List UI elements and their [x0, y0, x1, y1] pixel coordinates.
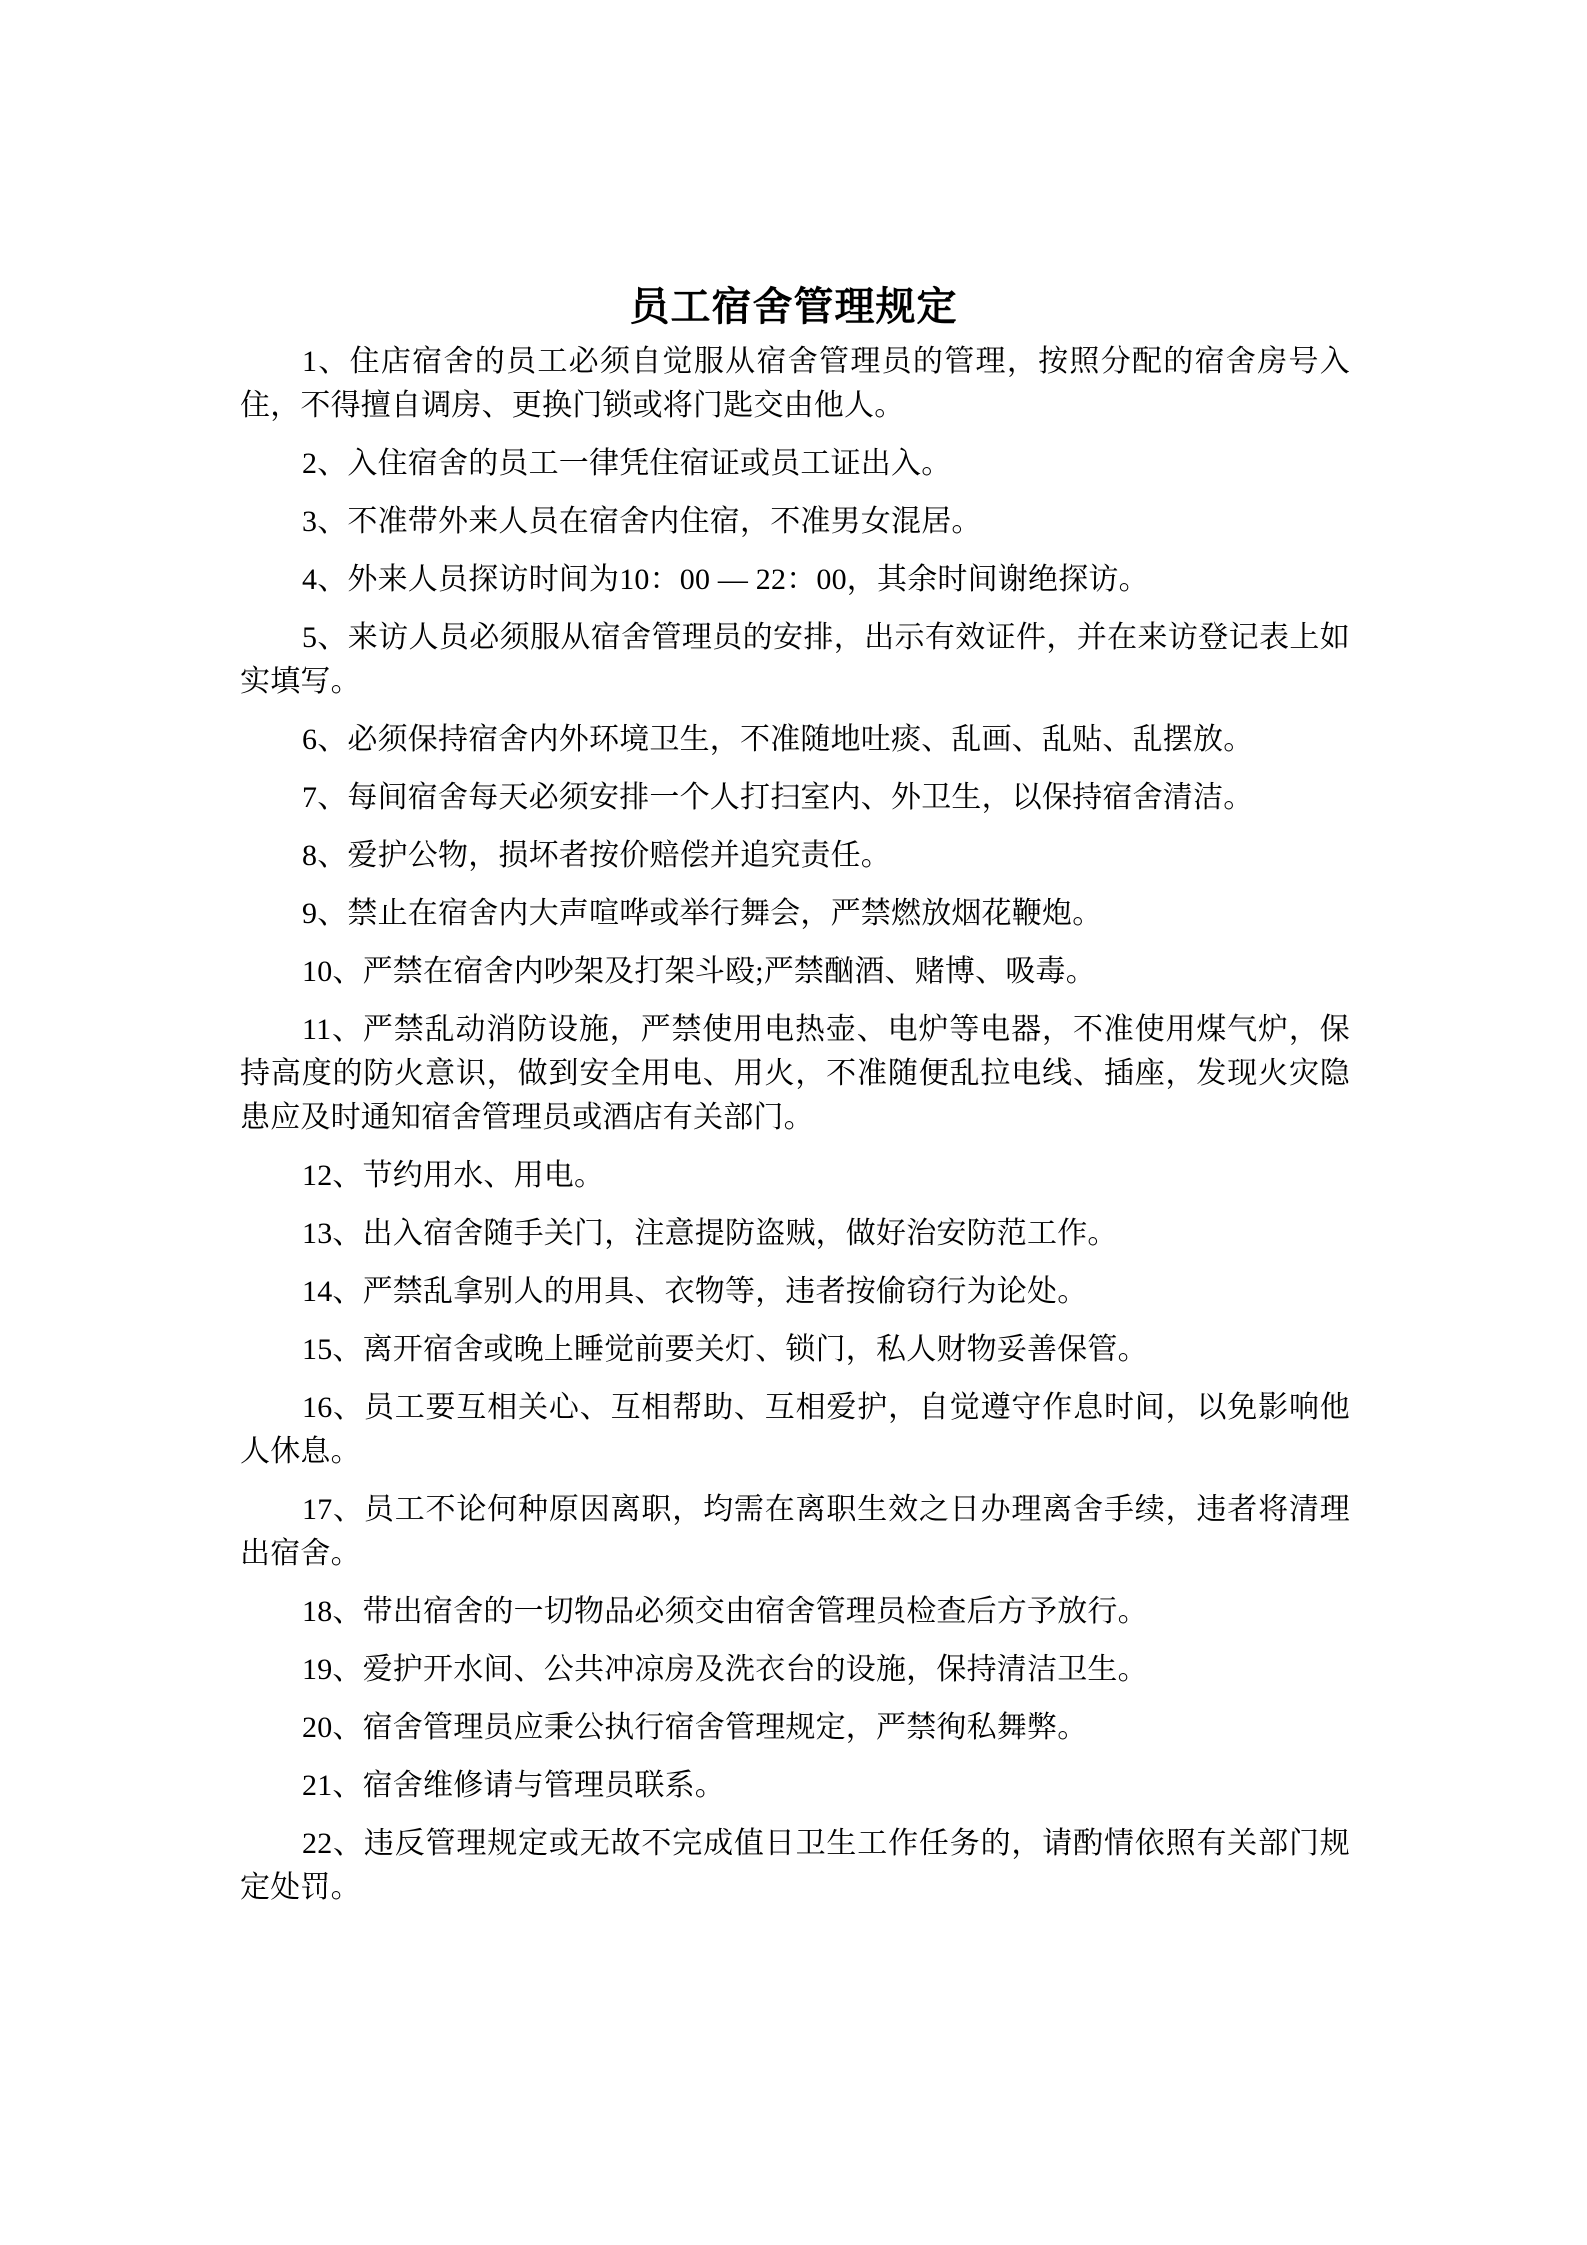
rules-list	[240, 340, 1350, 1910]
rule-item: 5、来访人员必须服从宿舍管理员的安排，出示有效证件，并在来访登记表上如实填写。	[240, 621, 1350, 698]
rule-item: 9、禁止在宿舍内大声喧哗或举行舞会，严禁燃放烟花鞭炮。	[302, 897, 1103, 930]
rule-item: 3、不准带外来人员在宿舍内住宿，不准男女混居。	[302, 505, 982, 538]
rule-item: 17、员工不论何种原因离职，均需在离职生效之日办理离舍手续，违者将清理出宿舍。	[240, 1493, 1350, 1570]
rule-item: 18、带出宿舍的一切物品必须交由宿舍管理员检查后方予放行。	[302, 1595, 1148, 1628]
rule-item: 1、住店宿舍的员工必须自觉服从宿舍管理员的管理，按照分配的宿舍房号入住，不得擅自调房、更换门锁或将门匙交由他人。	[240, 345, 1350, 422]
rule-item: 12、节约用水、用电。	[302, 1159, 605, 1192]
rule-item: 20、宿舍管理员应秉公执行宿舍管理规定，严禁徇私舞弊。	[302, 1711, 1088, 1744]
rule-item: 8、爱护公物，损坏者按价赔偿并追究责任。	[302, 839, 891, 872]
rule-item: 14、严禁乱拿别人的用具、衣物等，违者按偷窃行为论处。	[302, 1275, 1088, 1308]
rule-item: 19、爱护开水间、公共冲凉房及洗衣台的设施，保持清洁卫生。	[302, 1653, 1148, 1686]
rule-item: 16、员工要互相关心、互相帮助、互相爱护，自觉遵守作息时间，以免影响他人休息。	[240, 1391, 1350, 1468]
rule-item: 4、外来人员探访时间为10：00 — 22：00，其余时间谢绝探访。	[302, 563, 1149, 596]
rule-item: 15、离开宿舍或晚上睡觉前要关灯、锁门，私人财物妥善保管。	[302, 1333, 1148, 1366]
rule-item: 22、违反管理规定或无故不完成值日卫生工作任务的，请酌情依照有关部门规定处罚。	[240, 1827, 1350, 1904]
rule-item: 7、每间宿舍每天必须安排一个人打扫室内、外卫生，以保持宿舍清洁。	[302, 781, 1254, 814]
rule-item: 6、必须保持宿舍内外环境卫生，不准随地吐痰、乱画、乱贴、乱摆放。	[302, 723, 1254, 756]
rule-item: 21、宿舍维修请与管理员联系。	[302, 1769, 725, 1802]
rule-item: 13、出入宿舍随手关门，注意提防盗贼，做好治安防范工作。	[302, 1217, 1118, 1250]
rule-item: 2、入住宿舍的员工一律凭住宿证或员工证出入。	[302, 447, 952, 480]
rule-item: 11、严禁乱动消防设施，严禁使用电热壶、电炉等电器，不准使用煤气炉，保持高度的防火意识，做到安全用电、用火，不准随便乱拉电线、插座，发现火灾隐患应及时通知宿舍管理员或酒店有关部门。	[240, 1013, 1350, 1134]
page-title: 员工宿舍管理规定	[629, 284, 958, 329]
rule-item: 10、严禁在宿舍内吵架及打架斗殴;严禁酗酒、赌博、吸毒。	[302, 955, 1096, 988]
